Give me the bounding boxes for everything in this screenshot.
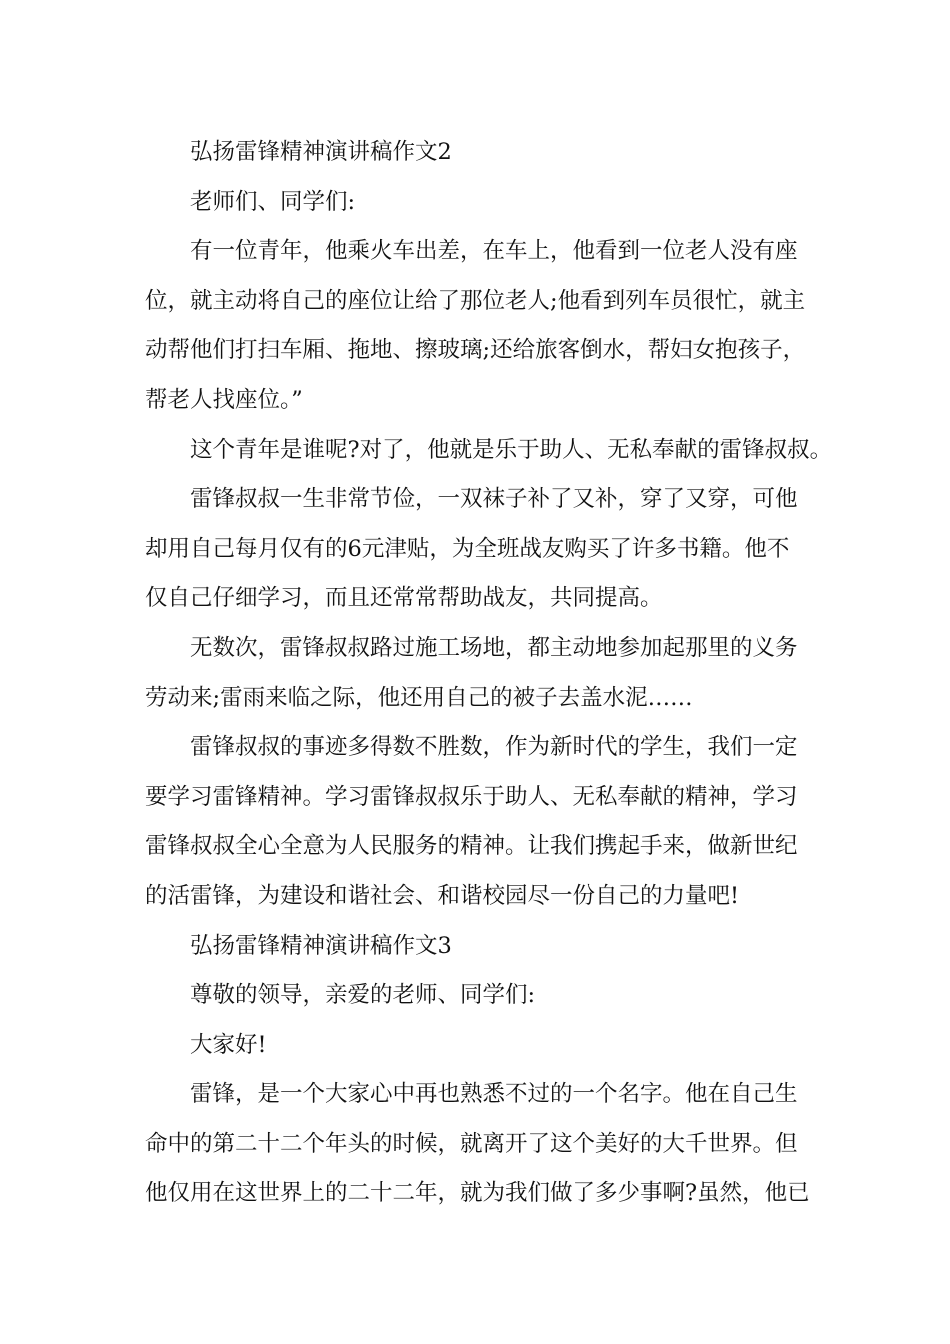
greeting-paragraph bbox=[145, 971, 820, 1021]
section-title-3 bbox=[145, 922, 820, 972]
text-line: 弘扬雷锋精神演讲稿作文2 bbox=[190, 139, 452, 165]
section-title-2 bbox=[145, 128, 820, 178]
greeting-paragraph bbox=[145, 1021, 820, 1071]
text-line: 帮老人找座位。” bbox=[145, 386, 303, 413]
text-line: 仅自己仔细学习，而且还常常帮助战友，共同提高。 bbox=[145, 585, 663, 612]
body-paragraph bbox=[145, 475, 820, 624]
greeting-paragraph bbox=[145, 178, 820, 228]
text-line: 弘扬雷锋精神演讲稿作文3 bbox=[190, 932, 452, 959]
text-line: 有一位青年，他乘火车出差，在车上，他看到一位老人没有座 bbox=[190, 238, 798, 265]
text-line: 雷锋叔叔一生非常节俭，一双袜子补了又补，穿了又穿，可他 bbox=[190, 486, 798, 513]
text-line: 这个青年是谁呢?对了，他就是乐于助人、无私奉献的雷锋叔叔。 bbox=[190, 436, 833, 463]
body-paragraph bbox=[145, 426, 833, 476]
text-line: 要学习雷锋精神。学习雷锋叔叔乐于助人、无私奉献的精神，学习 bbox=[145, 783, 798, 810]
text-line: 无数次，雷锋叔叔路过施工场地，都主动地参加起那里的义务 bbox=[190, 634, 798, 661]
text-line: 劳动来;雷雨来临之际，他还用自己的被子去盖水泥…… bbox=[145, 684, 693, 711]
text-line: 却用自己每月仅有的6元津贴，为全班战友购买了许多书籍。他不 bbox=[145, 535, 790, 562]
text-line: 命中的第二十二个年头的时候，就离开了这个美好的大千世界。但 bbox=[145, 1130, 798, 1157]
text-line: 的活雷锋，为建设和谐社会、和谐校园尽一份自己的力量吧! bbox=[145, 882, 740, 909]
text-line: 动帮他们打扫车厢、拖地、擦玻璃;还给旅客倒水，帮妇女抱孩子， bbox=[145, 337, 806, 364]
text-line: 尊敬的领导，亲爱的老师、同学们: bbox=[190, 982, 536, 1009]
body-paragraph bbox=[145, 227, 820, 425]
text-line: 他仅用在这世界上的二十二年，就为我们做了多少事啊?虽然，他已 bbox=[145, 1180, 810, 1207]
text-line: 大家好! bbox=[190, 1031, 267, 1058]
text-line: 位，就主动将自己的座位让给了那位老人;他看到列车员很忙，就主 bbox=[145, 287, 806, 314]
body-paragraph bbox=[145, 1070, 820, 1219]
text-line: 老师们、同学们: bbox=[190, 188, 356, 215]
text-line: 雷锋叔叔的事迹多得数不胜数，作为新时代的学生，我们一定 bbox=[190, 734, 798, 761]
body-paragraph bbox=[145, 624, 820, 723]
body-paragraph bbox=[145, 723, 820, 921]
text-line: 雷锋叔叔全心全意为人民服务的精神。让我们携起手来，做新世纪 bbox=[145, 833, 798, 860]
document-body bbox=[145, 128, 833, 1219]
text-line: 雷锋，是一个大家心中再也熟悉不过的一个名字。他在自己生 bbox=[190, 1081, 798, 1108]
